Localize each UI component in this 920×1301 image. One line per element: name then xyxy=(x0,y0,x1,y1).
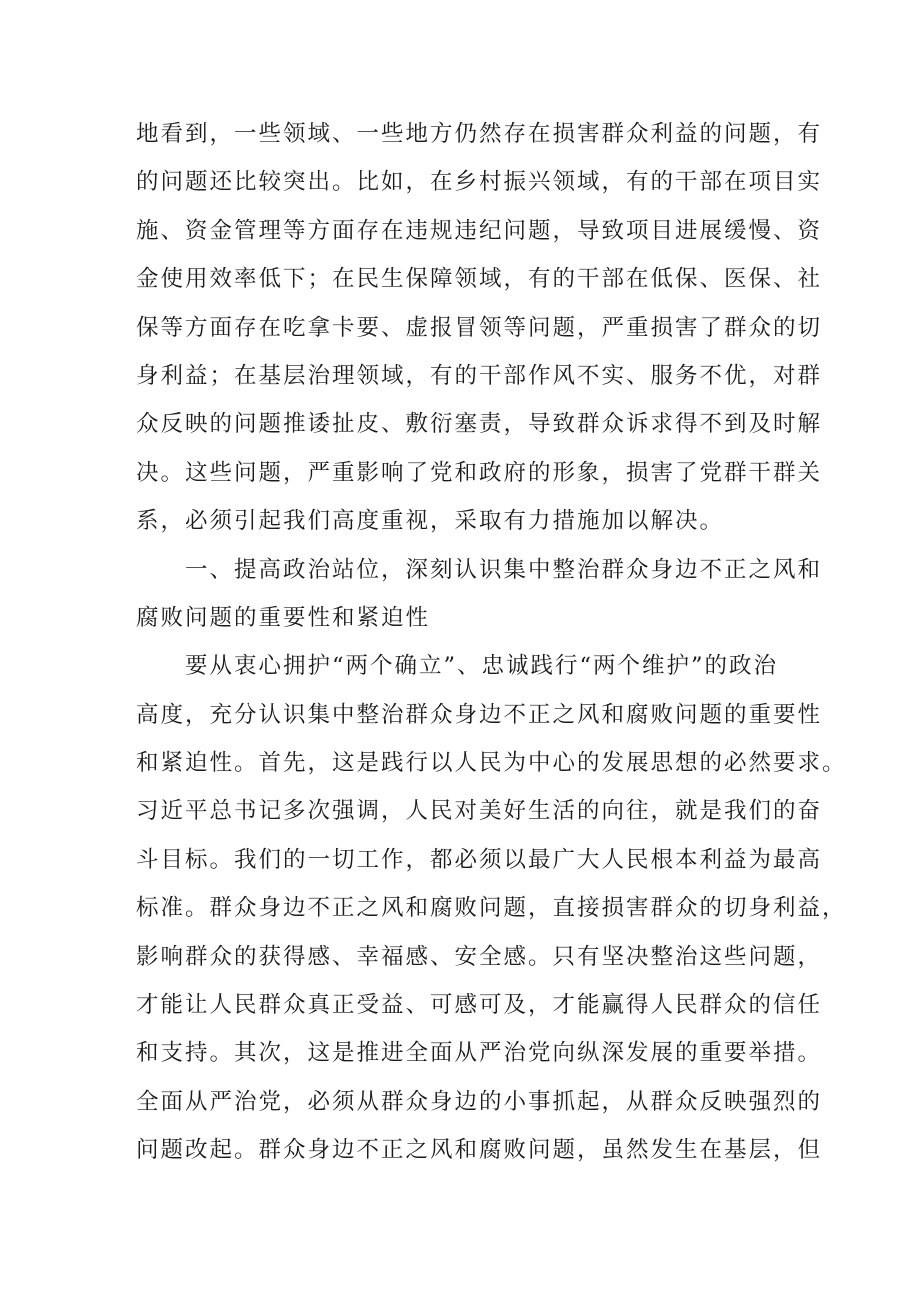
text-line: 影响群众的获得感、幸福感、安全感。只有坚决整治这些问题， xyxy=(136,943,823,970)
text-line: 众反映的问题推诿扯皮、敷衍塞责，导致群众诉求得不到及时解 xyxy=(136,411,823,438)
text-line: 的问题还比较突出。比如，在乡村振兴领域，有的干部在项目实 xyxy=(136,169,823,196)
section-heading-line: 一、提高政治站位，深刻认识集中整治群众身边不正之风和 xyxy=(136,556,823,583)
text-line: 问题改起。群众身边不正之风和腐败问题，虽然发生在基层，但 xyxy=(136,1137,823,1164)
text-line: 和紧迫性。首先，这是践行以人民为中心的发展思想的必然要求。 xyxy=(136,750,847,777)
text-line: 斗目标。我们的一切工作，都必须以最广大人民根本利益为最高 xyxy=(136,846,823,873)
text-line: 和支持。其次，这是推进全面从严治党向纵深发展的重要举措。 xyxy=(136,1040,823,1067)
text-line: 标准。群众身边不正之风和腐败问题，直接损害群众的切身利益， xyxy=(136,895,847,922)
text-line: 全面从严治党，必须从群众身边的小事抓起，从群众反映强烈的 xyxy=(136,1088,823,1115)
text-line: 决。这些问题，严重影响了党和政府的形象，损害了党群干群关 xyxy=(136,459,823,486)
text-line: 习近平总书记多次强调，人民对美好生活的向往，就是我们的奋 xyxy=(136,798,823,825)
text-line: 保等方面存在吃拿卡要、虚报冒领等问题，严重损害了群众的切 xyxy=(136,314,823,341)
text-line: 才能让人民群众真正受益、可感可及，才能赢得人民群众的信任 xyxy=(136,992,823,1019)
text-line: 高度，充分认识集中整治群众身边不正之风和腐败问题的重要性 xyxy=(136,701,823,728)
text-line: 施、资金管理等方面存在违规违纪问题，导致项目进展缓慢、资 xyxy=(136,217,823,244)
text-line: 身利益；在基层治理领域，有的干部作风不实、服务不优，对群 xyxy=(136,362,823,389)
section-heading-line: 腐败问题的重要性和紧迫性 xyxy=(136,604,431,631)
text-line: 系，必须引起我们高度重视，采取有力措施加以解决。 xyxy=(136,508,725,535)
body-text xyxy=(136,110,847,1175)
text-line: 要从衷心拥护“两个确立”、忠诚践行“两个维护”的政治 xyxy=(136,653,779,680)
text-line: 地看到，一些领域、一些地方仍然存在损害群众利益的问题，有 xyxy=(136,121,823,147)
text-line: 金使用效率低下；在民生保障领域，有的干部在低保、医保、社 xyxy=(136,266,823,293)
